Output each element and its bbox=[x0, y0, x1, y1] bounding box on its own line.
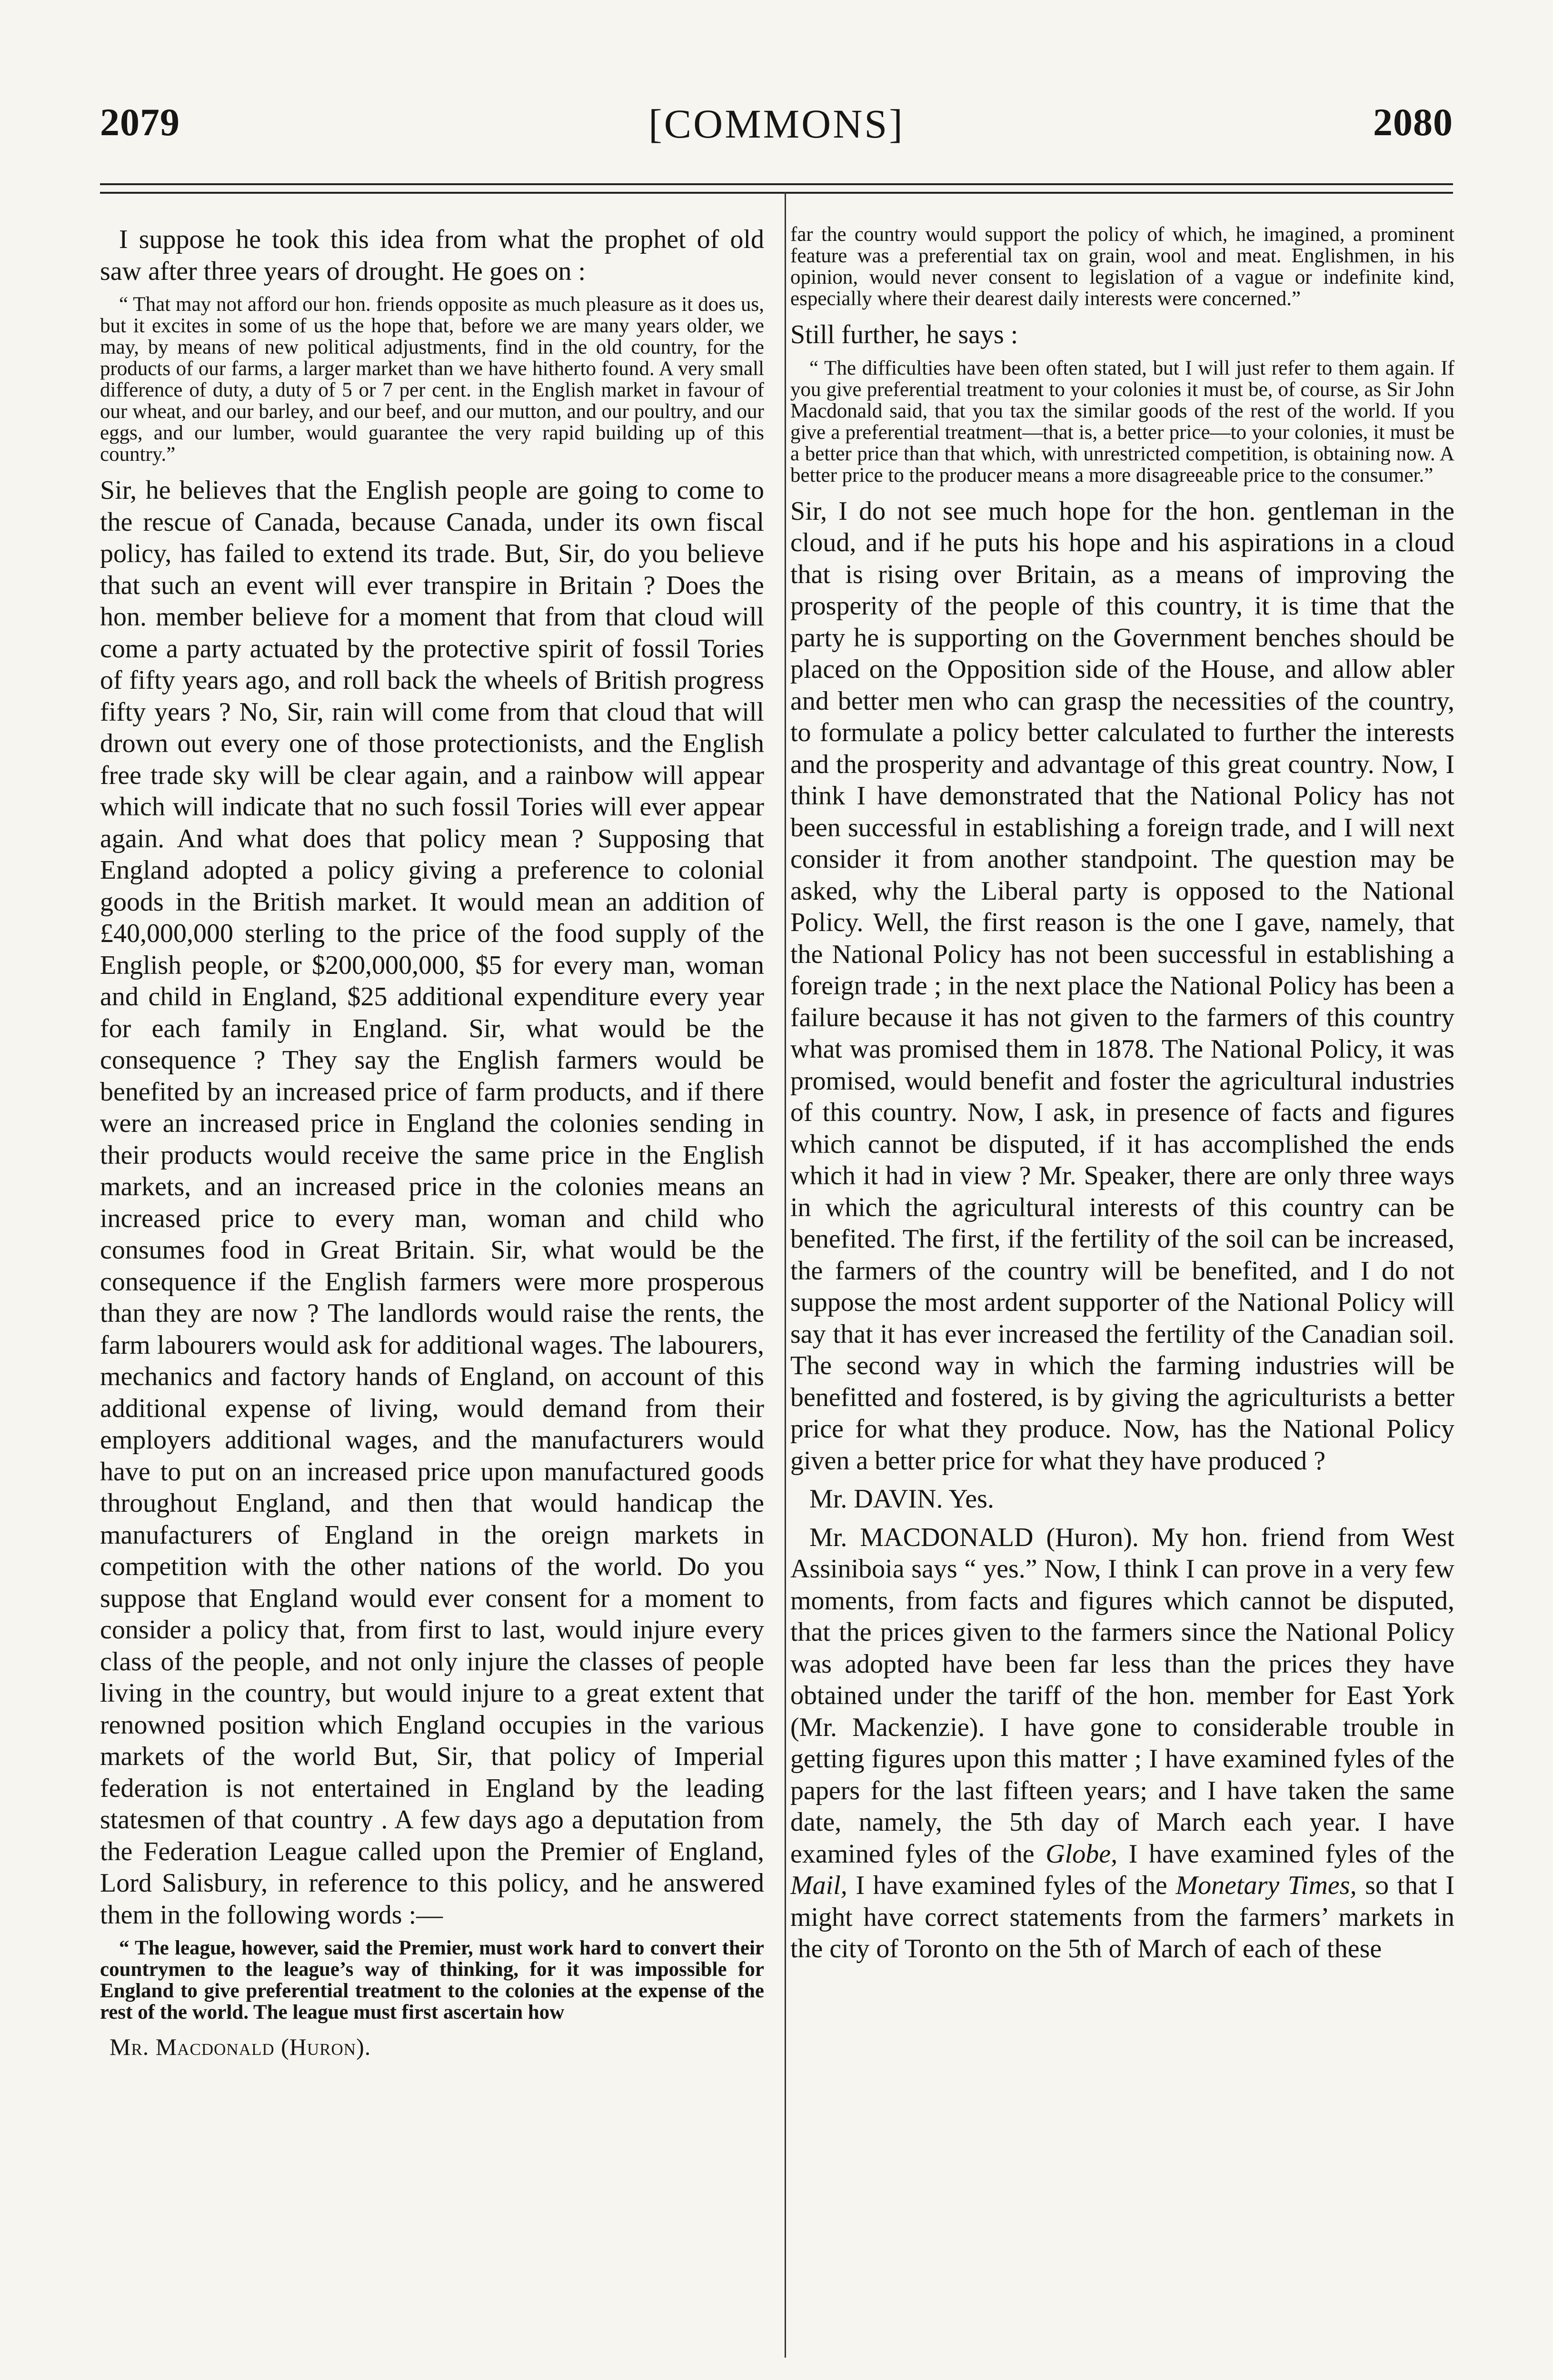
paragraph: Still further, he says : bbox=[790, 320, 1018, 349]
header-rule-top bbox=[100, 183, 1453, 185]
speech-text: (Huron). My hon. friend from West Assiniboia says “ yes.” Now, I think I can prove in a very few moments, from facts and figures which cannot be disputed, that the prices given to the farmers since the National Policy was adopted have been far less than the prices they have obtained under the tariff of the hon. member for East York (Mr. Mackenzie). I have gone to considerable trouble in getting figures upon this matter ; I have examined fyles of the papers for the last fifteen years; and I have taken the same date, namely, the 5th day of March each year. I have examined fyles of the bbox=[790, 1522, 1454, 1869]
quotation: far the country would support the policy of which, he imagined, a prominent feature was a preferential tax on grain, wool and meat. Englishmen, in his opinion, would never consent to legislation of a vague or indefinite kind, especially where their dearest daily interests were concerned.” bbox=[790, 224, 1454, 310]
speech-text: Yes. bbox=[948, 1484, 994, 1514]
newspaper-title: Monetary Times, bbox=[1175, 1871, 1357, 1900]
quotation: “ The league, however, said the Premier, must work hard to convert their countrymen to the league’s way of thinking, for it was impossible for England to give preferential treatment to the colonies at the expense of the rest of the world. The league must first ascertain how bbox=[100, 1937, 764, 2023]
speech-davin bbox=[790, 1483, 1454, 1515]
catchword: Mr. Macdonald (Huron). bbox=[110, 2033, 371, 2060]
speech-text: so that I might have correct statements from the farmers’ markets in the city of Toronto on the 5th of March of each of these bbox=[790, 1871, 1454, 1964]
left-column bbox=[100, 224, 764, 2366]
right-column bbox=[790, 224, 1454, 2366]
speech-macdonald bbox=[790, 1522, 1454, 1965]
header-rule-bottom bbox=[100, 192, 1453, 194]
paragraph: Sir, he believes that the English people are going to come to the rescue of Canada, because Canada, under its own fiscal policy, has failed to extend its trade. But, Sir, do you believe that such an event will ever transpire in Britain ? Does the hon. member believe for a moment that from that cloud will come a party actuated by the protective spirit of fossil Tories of fifty years ago, and roll back the wheels of British progress fifty years ? No, Sir, rain will come from that cloud that will drown out every one of those protectionists, and the English free trade sky will be clear again, and a rainbow will appear which will indicate that no such fossil Tories will ever appear again. And what does that policy mean ? Supposing that England adopted a policy giving a preference to colonial goods in the British market. It would mean an addition of £40,000,000 sterling to the price of the food supply of the English people, or $200,000,000, $5 for every man, woman and child in England, $25 additional expenditure every year for each family in England. Sir, what would be the consequence ? They say the English farmers would be benefited by an increased price of farm products, and if there were an increased price in England the colonies sending in their products would receive the same price in the English markets, and an increased price in the colonies means an increased price to every man, woman and child who consumes food in Great Britain. Sir, what would be the consequence if the English farmers were more prosperous than they are now ? The landlords would raise the rents, the farm labourers would ask for additional wages. The labourers, mechanics and factory hands of England, on account of this additional expense of living, would demand from their employers additional wages, and the manufacturers would have to put on an increased price upon manufactured goods throughout England, and then that would handicap the manufacturers of England in the oreign markets in competition with the other nations of the world. Do you suppose that England would ever consent for a moment to consider a policy that, from first to last, would injure every class of the people, and not only injure the classes of people living in the country, but would injure to a great extent that renowned position which England occupies in the various markets of the world But, Sir, that policy of Imperial federation is not entertained in England by the leading statesmen of that country . A few days ago a deputation from the Federation League called upon the Premier of England, Lord Salisbury, in reference to this policy, and he answered them in the following words :— bbox=[100, 476, 764, 1930]
paragraph: Sir, I do not see much hope for the hon. gentleman in the cloud, and if he puts his hope and his aspirations in a cloud that is rising over Britain, as a means of improving the prosperity of the people of this country, it is time that the party he is supporting on the Government benches should be placed on the Opposition side of the House, and allow abler and better men who can grasp the necessities of the country, to formulate a policy better calculated to further the interests and the prosperity and advantage of this great country. Now, I think I have demonstrated that the National Policy has not been successful in establishing a foreign trade, and I will next consider it from another standpoint. The question may be asked, why the Liberal party is opposed to the National Policy. Well, the first reason is the one I gave, namely, that the National Policy has not been successful in establishing a foreign trade ; in the next place the National Policy has been a failure because it has not given to the farmers of this country what was promised them in 1878. The National Policy, it was promised, would benefit and foster the agricultural industries of this country. Now, I ask, in presence of facts and figures which cannot be disputed, if it has accomplished the ends which it had in view ? Mr. Speaker, there are only three ways in which the agricultural interests of this country can be benefited. The first, if the fertility of the soil can be increased, the farmers of the country will be benefited, and I do not suppose the most ardent supporter of the National Policy will say that it has ever increased the fertility of the Canadian soil. The second way in which the farming industries will be benefitted and fostered, is by giving the agriculturists a better price for what they produce. Now, has the National Policy given a better price for what they have produced ? bbox=[790, 496, 1454, 1476]
page-number-right: 2080 bbox=[1373, 100, 1453, 144]
speech-text: I have examined fyles of the bbox=[1128, 1839, 1454, 1869]
paragraph: I suppose he took this idea from what the prophet of old saw after three years of drought. He goes on : bbox=[100, 225, 764, 286]
speech-text: I have examined fyles of the bbox=[856, 1871, 1167, 1900]
speaker-name: Mr. DAVIN. bbox=[809, 1484, 943, 1514]
page-header bbox=[100, 100, 1453, 157]
speaker-name: Mr. MACDONALD bbox=[809, 1522, 1034, 1552]
column-divider bbox=[785, 192, 786, 2358]
newspaper-title: Mail, bbox=[790, 1871, 847, 1900]
newspaper-title: Globe, bbox=[1045, 1839, 1118, 1869]
quotation: “ The difficulties have been often stated, but I will just refer to them again. If you give preferential treatment to your colonies it must be, of course, as Sir John Macdonald said, that you tax the similar goods of the rest of the world. If you give a preferential treatment—that is, a better price—to your colonies, it must be a better price than that which, with unrestricted competition, is obtaining now. A better price to the producer means a more disagreeable price to the consumer.” bbox=[790, 357, 1454, 486]
running-head: [COMMONS] bbox=[648, 101, 905, 147]
quotation: “ That may not afford our hon. friends opposite as much pleasure as it does us, but it excites in some of us the hope that, before we are many years older, we may, by means of new political adjustments, find in the old country, for the products of our farms, a larger market than we have hitherto found. A very small difference of duty, a duty of 5 or 7 per cent. in the English market in favour of our wheat, and our barley, and our beef, and our mutton, and our poultry, and our eggs, and our lumber, would guarantee the very rapid building up of this country.” bbox=[100, 293, 764, 466]
page-number-left: 2079 bbox=[100, 100, 180, 144]
